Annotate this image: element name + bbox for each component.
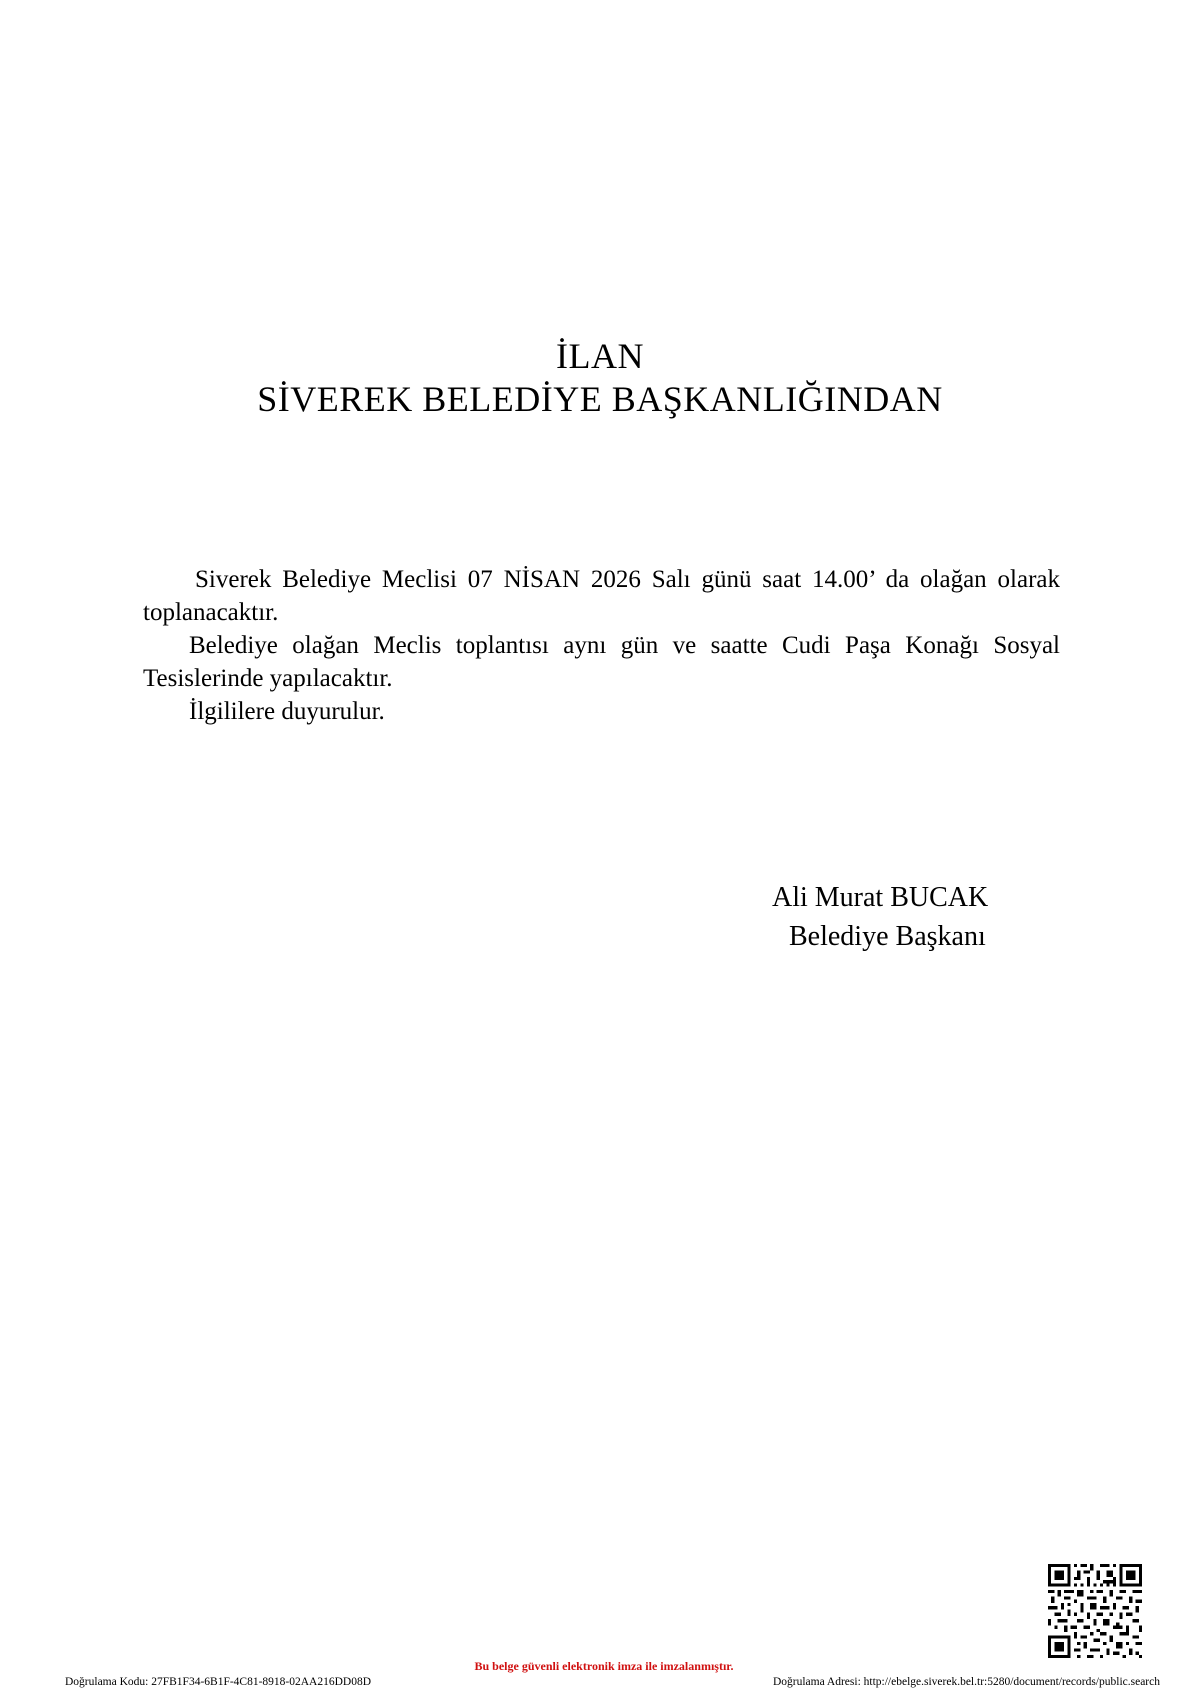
body-paragraph: İlgililere duyurulur. <box>189 698 385 725</box>
announcement-body <box>143 563 1060 728</box>
verification-address: Doğrulama Adresi: http://ebelge.siverek.bel.tr:5280/document/records/public.search <box>772 1676 1160 1688</box>
document-subtitle: SİVEREK BELEDİYE BAŞKANLIĞINDAN <box>257 379 943 419</box>
signatory-role: Belediye Başkanı <box>789 921 986 952</box>
verification-code: Doğrulama Kodu: 27FB1F34-6B1F-4C81-8918-02AA216DD08D <box>65 1676 372 1688</box>
signatory-name: Ali Murat BUCAK <box>772 882 989 913</box>
qr-code-icon <box>1048 1564 1142 1658</box>
body-paragraph: Siverek Belediye Meclisi 07 NİSAN 2026 Salı günü saat 14.00’ da olağan olarak toplanacaktır. <box>143 566 1060 626</box>
esign-notice <box>0 1659 1200 1674</box>
esign-notice-text: Bu belge güvenli elektronik imza ile imzalanmıştır. <box>474 1659 734 1673</box>
document-title: İLAN <box>556 336 644 376</box>
body-paragraph: Belediye olağan Meclis toplantısı aynı gün ve saatte Cudi Paşa Konağı Sosyal Tesislerinde yapılacaktır. <box>143 632 1060 692</box>
signature-block <box>760 878 1060 956</box>
